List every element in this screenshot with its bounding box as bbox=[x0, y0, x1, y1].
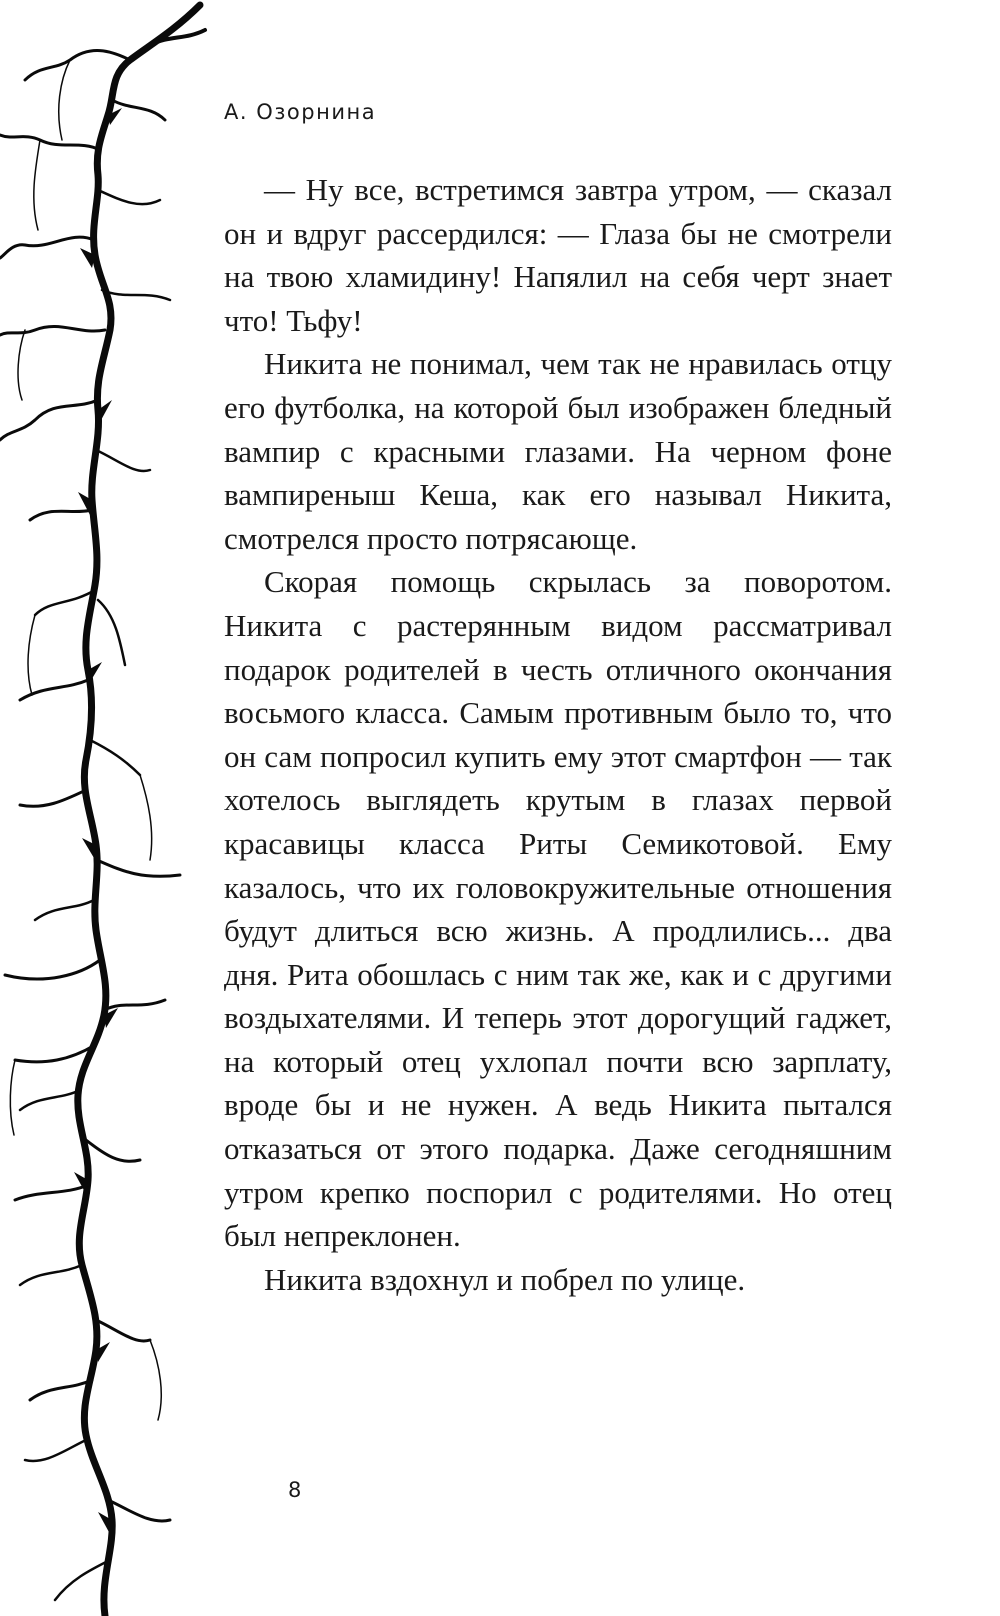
page-number: 8 bbox=[288, 1478, 302, 1502]
paragraph: Никита вздохнул и побрел по улице. bbox=[264, 1261, 746, 1297]
running-header-author: А. Озорнина bbox=[224, 100, 377, 124]
paragraph: Скорая помощь скрылась за поворотом. Никита с растерянным видом рассматривал подарок родителей в честь отличного окончания восьмого класса. Самым противным было то, что он сам попросил купить ему этот смартфон — так хотелось выглядеть крутым в глазах первой красавицы класса Риты Семикотовой. Ему казалось, что их головокружительные отношения будут длиться всю жизнь. А продлились... два дня. Рита обошлась с ним так же, как и с другими воздыхателями. И теперь этот дорогущий гаджет, на который отец ухлопал почти всю зарплату, вроде бы и не нужен. А ведь Никита пытался отказаться от этого подарка. Даже сегодняшним утром крепко поспорил с родителями. Но отец был непреклонен. bbox=[224, 564, 892, 1254]
body-text bbox=[224, 168, 892, 1301]
paragraph: — Ну все, встретимся завтра утром, — сказал он и вдруг рассердился: — Глаза бы не смотрели на твою хламидину! Напялил на себя черт знает что! Тьфу! bbox=[224, 172, 892, 338]
decorative-vine-border bbox=[0, 0, 215, 1616]
paragraph: Никита не понимал, чем так не нравилась отцу его футболка, на которой был изображен бледный вампир с красными глазами. На черном фоне вампиреныш Кеша, как его называл Никита, смотрелся просто потрясающе. bbox=[224, 346, 892, 556]
